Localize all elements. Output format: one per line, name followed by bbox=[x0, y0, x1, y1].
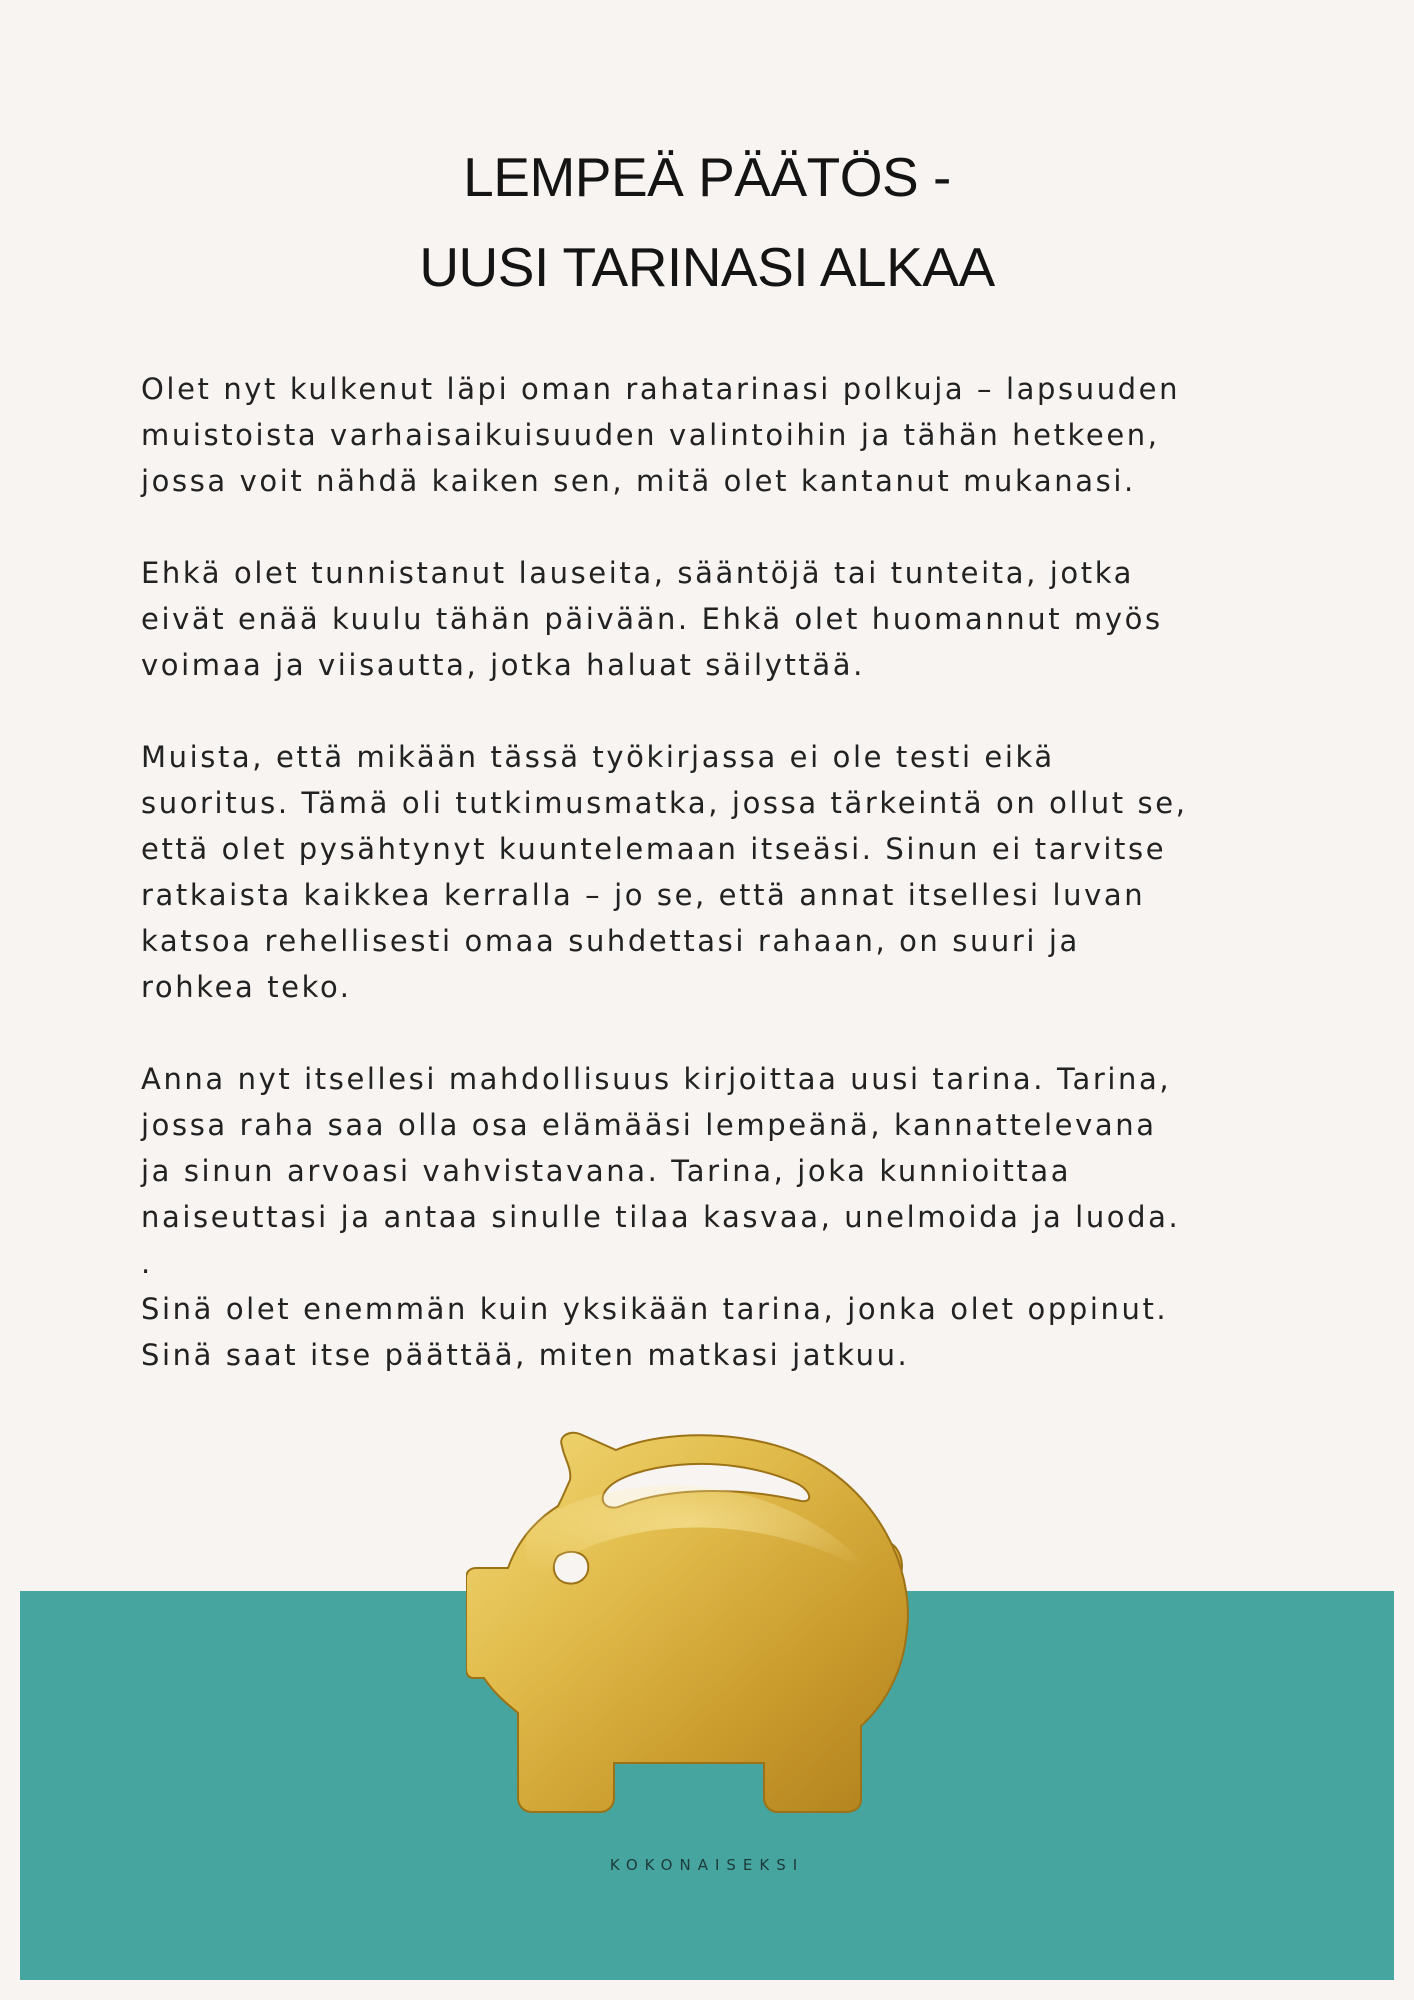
brand-label: KOKONAISEKSI bbox=[609, 1856, 805, 1874]
piggy-bank-icon bbox=[466, 1428, 956, 1814]
paragraph-2: Ehkä olet tunnistanut lauseita, sääntöjä tai tunteita, jotka eivät enää kuulu tähän päivään. Ehkä olet huomannut myös voimaa ja viisautta, jotka haluat säilyttää. bbox=[141, 556, 1163, 682]
paragraph-1: Olet nyt kulkenut läpi oman rahatarinasi polkuja – lapsuuden muistoista varhaisaikuisuuden valintoihin ja tähän hetkeen, jossa voit nähdä kaiken sen, mitä olet kantanut mukanasi. bbox=[141, 372, 1181, 498]
body-text bbox=[141, 366, 1321, 1378]
paragraph-3: Muista, että mikään tässä työkirjassa ei ole testi eikä suoritus. Tämä oli tutkimusmatka, jossa tärkeintä on ollut se, että olet pysähtynyt kuuntelemaan itseäsi. Sinun ei tarvitse ratkaista kaikkea kerralla – jo se, että annat itsellesi luvan katsoa rehellisesti omaa suhdettasi rahaan, on suuri ja rohkea teko. bbox=[141, 740, 1188, 1004]
title-line-2: UUSI TARINASI ALKAA bbox=[419, 236, 995, 298]
page-title bbox=[0, 132, 1414, 312]
paragraph-4: Anna nyt itsellesi mahdollisuus kirjoittaa uusi tarina. Tarina, jossa raha saa olla osa elämääsi lempeänä, kannattelevana ja sinun arvoasi vahvistavana. Tarina, joka kunnioittaa naiseuttasi ja antaa sinulle tilaa kasvaa, unelmoida ja luoda. . Sinä olet enemmän kuin yksikään tarina, jonka olet oppinut. Sinä saat itse päättää, miten matkasi jatkuu. bbox=[141, 1062, 1181, 1372]
title-line-1: LEMPEÄ PÄÄTÖS - bbox=[463, 146, 951, 208]
